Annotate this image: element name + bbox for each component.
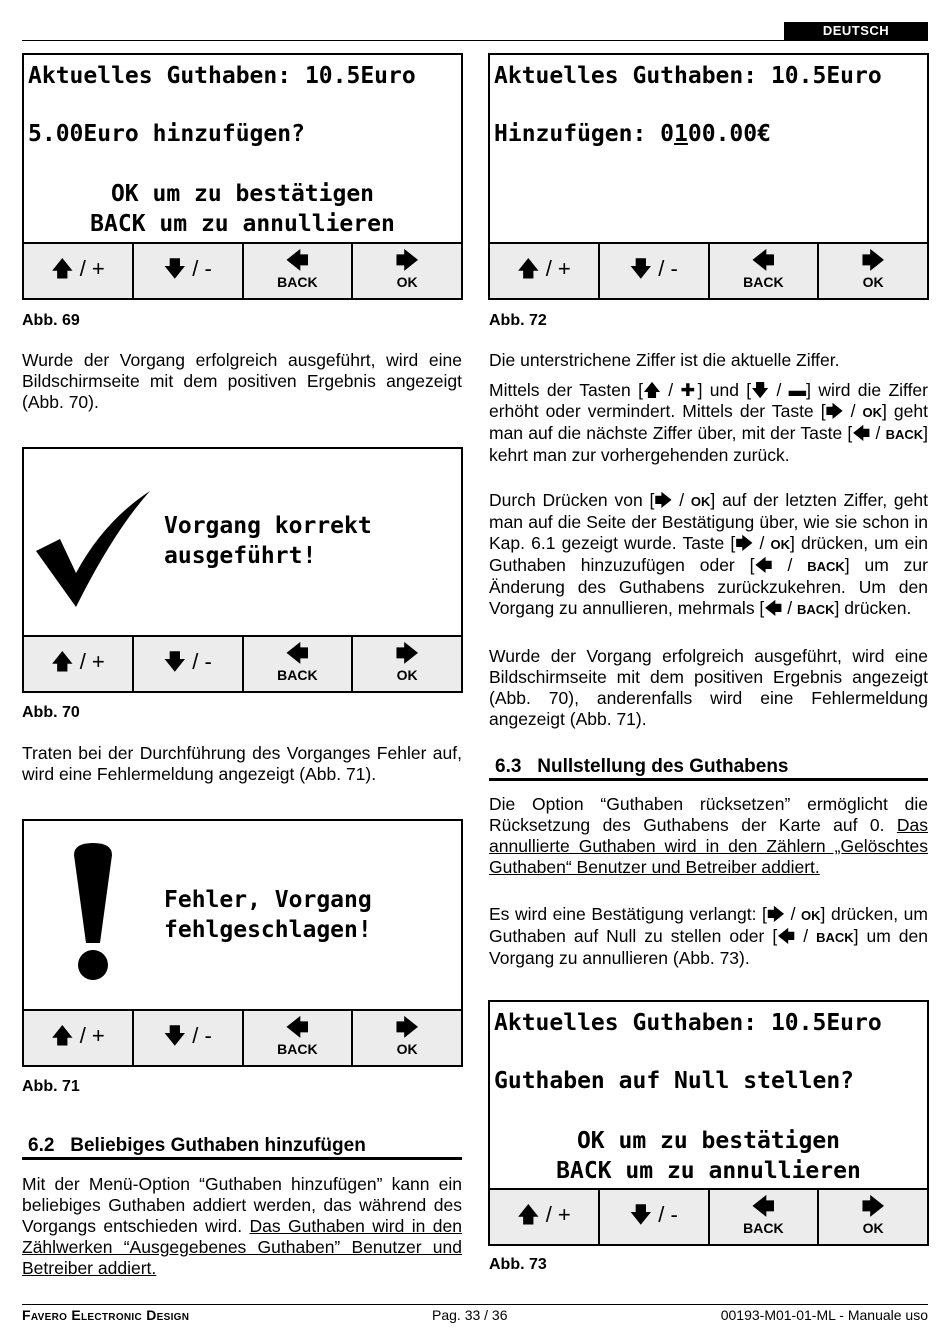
- up-key-label: / +: [545, 256, 571, 281]
- up-arrow-icon: 🡅: [516, 1202, 540, 1227]
- figure-69-screen: [22, 53, 463, 300]
- fig73-line4: BACK um zu annullieren: [556, 1158, 861, 1184]
- top-divider: [22, 40, 928, 41]
- ok-key-ref: OK: [801, 908, 821, 923]
- ok-key-ref: OK: [862, 405, 883, 420]
- ok-key: [353, 637, 461, 691]
- up-arrow-icon: 🡅: [516, 256, 540, 281]
- down-minus-key: [134, 244, 244, 298]
- fig71-line2: fehlgeschlagen!: [164, 917, 372, 943]
- back-key-label: BACK: [743, 1220, 784, 1236]
- p6-text-b: ] drücken, um Guthaben auf Null zu stellen oder [🡄 /: [489, 904, 928, 946]
- down-arrow-icon: 🡇: [163, 1023, 187, 1048]
- ok-key-label: OK: [396, 1041, 418, 1057]
- ok-key: [353, 1011, 461, 1065]
- back-key: [710, 244, 820, 298]
- ok-key-label: OK: [396, 667, 418, 683]
- down-minus-key: [600, 1190, 710, 1244]
- right-paragraph-1: Die unterstrichene Ziffer ist die aktuelle Ziffer.: [489, 350, 840, 370]
- up-key-label: / +: [79, 1023, 105, 1048]
- p6-text-c: ] um den Vorgang zu annullieren (Abb. 73).: [489, 926, 928, 968]
- ok-key: [819, 244, 927, 298]
- fig69-button-bar: [24, 242, 461, 298]
- left-arrow-icon: 🡄: [752, 248, 775, 273]
- up-arrow-icon: 🡅: [50, 1023, 74, 1048]
- ok-key-ref: OK: [690, 494, 711, 509]
- footer-page-number: Pag. 33 / 36: [432, 1307, 508, 1323]
- down-key-label: / -: [192, 256, 212, 281]
- ok-key-label: OK: [862, 274, 884, 290]
- p6-text-a: Es wird eine Bestätigung verlangt: [🡆 /: [489, 904, 802, 924]
- footer-document-id: 00193-M01-01-ML - Manuale uso: [720, 1307, 928, 1323]
- up-plus-key: [24, 637, 134, 691]
- ok-key-label: OK: [862, 1220, 884, 1236]
- exclamation-icon: [68, 843, 118, 983]
- back-key-ref: BACK: [807, 559, 845, 574]
- down-minus-key: [134, 1011, 244, 1065]
- left-arrow-icon: 🡄: [286, 1015, 309, 1040]
- right-paragraph-2: [489, 380, 928, 466]
- p2-text-b: ] geht man auf die nächste Ziffer über, mit der Taste [🡄 /: [489, 401, 928, 443]
- p3-text: Mit der Menü-Option “Guthaben hinzufügen” kann ein beliebiges Guthaben addiert werden, das während des Vorgangs entschieden wird.: [22, 1174, 462, 1236]
- figure-71-screen: [22, 819, 463, 1067]
- p3-text-b: ] auf der letzten Ziffer, geht man auf die Seite der Bestätigung über, wie sie schon in Kap. 6.1 gezeigt wurde. Taste [🡆 /: [489, 490, 928, 553]
- up-key-label: / +: [79, 649, 105, 674]
- section-heading-6-3: 6.3 Nullstellung des Guthabens: [489, 756, 928, 781]
- left-paragraph-3: [22, 1174, 462, 1279]
- fig70-button-bar: [24, 635, 461, 691]
- fig73-button-bar: [490, 1188, 927, 1244]
- up-plus-key: [490, 1190, 600, 1244]
- fig72-line1: Aktuelles Guthaben: 10.5Euro: [494, 63, 882, 89]
- ok-key-label: OK: [396, 274, 418, 290]
- left-paragraph-1: Wurde der Vorgang erfolgreich ausgeführt, wird eine Bildschirmseite mit dem positiven Ergebnis angezeigt (Abb. 70).: [22, 350, 462, 412]
- fig73-line3: OK um zu bestätigen: [576, 1128, 841, 1154]
- fig72-button-bar: [490, 242, 927, 298]
- right-paragraph-4: Wurde der Vorgang erfolgreich ausgeführt, wird eine Bildschirmseite mit dem positiven Ergebnis angezeigt (Abb. 70), anderenfalls wird eine Fehlermeldung angezeigt (Abb. 71).: [489, 646, 928, 729]
- left-paragraph-2: Traten bei der Durchführung des Vorganges Fehler auf, wird eine Fehlermeldung angezeigt (Abb. 71).: [22, 743, 462, 784]
- back-key: [710, 1190, 820, 1244]
- fig70-line1: Vorgang korrekt: [164, 513, 372, 539]
- back-key-label: BACK: [743, 274, 784, 290]
- fig70-line2: ausgeführt!: [164, 543, 317, 569]
- figure-70-screen: [22, 447, 463, 693]
- down-key-label: / -: [192, 1023, 212, 1048]
- up-plus-key: [490, 244, 600, 298]
- left-arrow-icon: 🡄: [286, 641, 309, 666]
- fig69-line2: 5.00Euro hinzufügen?: [28, 121, 305, 147]
- fig72-line2-prefix: Hinzufügen: 0: [494, 121, 675, 147]
- down-arrow-icon: 🡇: [629, 1202, 653, 1227]
- down-key-label: / -: [658, 256, 678, 281]
- fig72-cursor-digit: 1: [674, 121, 688, 147]
- p3-text-e: ] drücken.: [834, 598, 912, 618]
- figure-72-screen: [488, 53, 929, 300]
- caption-abb-72: Abb. 72: [489, 312, 547, 329]
- down-arrow-icon: 🡇: [163, 649, 187, 674]
- fig73-line1: Aktuelles Guthaben: 10.5Euro: [494, 1010, 882, 1036]
- bottom-divider: [22, 1304, 928, 1305]
- back-key-ref: BACK: [796, 602, 835, 617]
- back-key-label: BACK: [277, 1041, 318, 1057]
- down-minus-key: [600, 244, 710, 298]
- ok-key-ref: OK: [770, 537, 790, 552]
- up-arrow-icon: 🡅: [50, 256, 74, 281]
- right-paragraph-3: [489, 490, 928, 620]
- left-arrow-icon: 🡄: [286, 248, 309, 273]
- right-arrow-icon: 🡆: [395, 1015, 419, 1040]
- language-tag: DEUTSCH: [784, 22, 928, 40]
- p3-text-d: ] um zur Änderung des Guthabens zurückzukehren. Um den Vorgang zu annullieren, mehrmals [🡄 /: [489, 555, 928, 618]
- right-arrow-icon: 🡆: [395, 248, 419, 273]
- down-arrow-icon: 🡇: [629, 256, 653, 281]
- p3-underlined-text: Das Guthaben wird in den Zählwerken “Ausgegebenes Guthaben” Benutzer und Betreiber addiert.: [22, 1216, 462, 1278]
- back-key-label: BACK: [277, 274, 318, 290]
- back-key-ref: BACK: [816, 930, 854, 945]
- right-paragraph-5: [489, 794, 928, 878]
- right-arrow-icon: 🡆: [395, 641, 419, 666]
- up-plus-key: [24, 1011, 134, 1065]
- back-key: [244, 244, 354, 298]
- footer-company: Favero Electronic Design: [22, 1307, 190, 1323]
- down-key-label: / -: [192, 649, 212, 674]
- checkmark-icon: [34, 491, 152, 609]
- right-arrow-icon: 🡆: [861, 1194, 885, 1219]
- back-key-label: BACK: [277, 667, 318, 683]
- up-key-label: / +: [545, 1202, 571, 1227]
- fig71-button-bar: [24, 1009, 461, 1065]
- down-key-label: / -: [658, 1202, 678, 1227]
- left-arrow-icon: 🡄: [752, 1194, 775, 1219]
- fig71-line1: Fehler, Vorgang: [164, 887, 372, 913]
- up-key-label: / +: [79, 256, 105, 281]
- p5-text: Die Option “Guthaben rücksetzen” ermöglicht die Rücksetzung des Guthabens der Karte auf 0.: [489, 794, 928, 835]
- caption-abb-73: Abb. 73: [489, 1256, 547, 1273]
- figure-73-screen: [488, 1000, 929, 1246]
- up-plus-key: [24, 244, 134, 298]
- back-key-ref: BACK: [885, 427, 924, 442]
- p5-underlined-text: Das annullierte Guthaben wird in den Zählern „Gelöschtes Guthaben“ Benutzer und Betreiber addiert.: [489, 815, 928, 877]
- back-key: [244, 1011, 354, 1065]
- fig69-line1: Aktuelles Guthaben: 10.5Euro: [28, 63, 416, 89]
- section-heading-6-2: 6.2 Beliebiges Guthaben hinzufügen: [22, 1135, 462, 1160]
- caption-abb-69: Abb. 69: [22, 312, 80, 329]
- p3-text-c: ] drücken, um ein Guthaben hinzuzufügen oder [🡄 /: [489, 533, 928, 575]
- caption-abb-70: Abb. 70: [22, 704, 80, 721]
- p3-text-a: Durch Drücken von [🡆 /: [489, 490, 691, 510]
- p2-text-a: Mittels der Tasten [🡅 / ✚] und [🡇 / ▬] wird die Ziffer erhöht oder vermindert. Mittels der Taste [🡆 /: [489, 380, 928, 421]
- fig73-line2: Guthaben auf Null stellen?: [494, 1068, 855, 1094]
- down-arrow-icon: 🡇: [163, 256, 187, 281]
- ok-key: [819, 1190, 927, 1244]
- right-arrow-icon: 🡆: [861, 248, 885, 273]
- fig72-line2: [494, 119, 771, 149]
- down-minus-key: [134, 637, 244, 691]
- back-key: [244, 637, 354, 691]
- fig69-line3: OK um zu bestätigen: [110, 181, 375, 207]
- fig72-line2-suffix: 00.00€: [687, 121, 771, 147]
- up-arrow-icon: 🡅: [50, 649, 74, 674]
- fig69-line4: BACK um zu annullieren: [90, 211, 395, 237]
- caption-abb-71: Abb. 71: [22, 1078, 80, 1095]
- right-paragraph-6: [489, 904, 928, 969]
- p2-text-c: ] kehrt man zur vorhergehenden zurück.: [489, 423, 928, 465]
- ok-key: [353, 244, 461, 298]
